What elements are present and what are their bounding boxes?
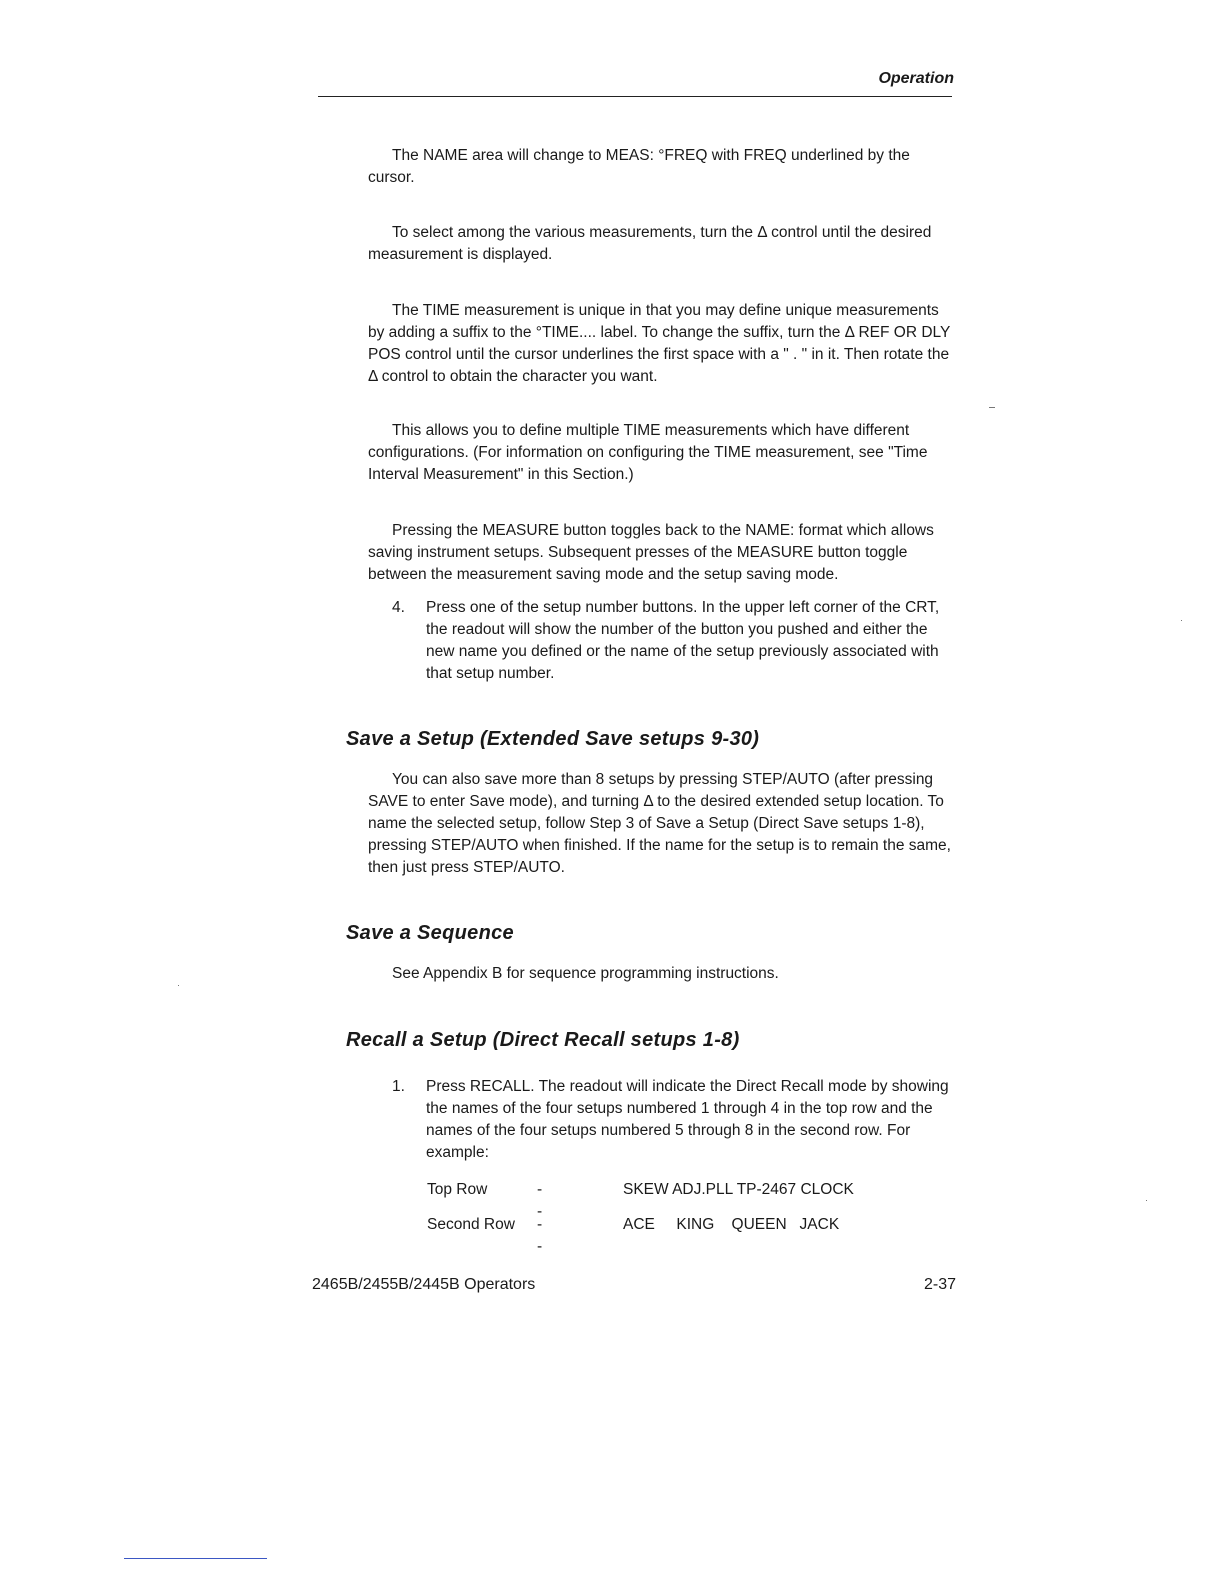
step-4 (392, 597, 952, 685)
paragraph-text: The NAME area will change to MEAS: °FREQ with FREQ underlined by the cursor. (368, 147, 910, 186)
example-dash: -- (537, 1216, 543, 1255)
running-header: Operation (878, 70, 954, 87)
paragraph-text: See Appendix B for sequence programming instructions. (392, 965, 779, 982)
paragraph-text: This allows you to define multiple TIME measurements which have different configurations. (For information on configuring the TIME measurement, see "Time Interval Measurement" in this Section.) (368, 422, 928, 483)
header-rule (318, 96, 952, 97)
example-row-label: Second Row (427, 1216, 515, 1233)
step-number: 4. (392, 599, 405, 616)
bottom-edge-line (124, 1558, 267, 1559)
paragraph-measure-toggle (368, 520, 958, 586)
scan-speck (1146, 1200, 1147, 1201)
footer-page-number: 2-37 (924, 1276, 957, 1293)
example-row-value: SKEW ADJ.PLL TP-2467 CLOCK (623, 1181, 854, 1198)
example-dash: -- (537, 1181, 543, 1220)
paragraph-text: To select among the various measurements, turn the Δ control until the desired measurement is displayed. (368, 224, 932, 263)
paragraph-text: The TIME measurement is unique in that you may define unique measurements by adding a suffix to the °TIME.... label. To change the suffix, turn the Δ REF OR DLY POS control until the cursor underlines the first space with a " . " in it. Then rotate the Δ control to obtain the character you want. (368, 302, 951, 385)
paragraph-select-measurement (368, 222, 958, 266)
footer-manual-title: 2465B/2455B/2445B Operators (312, 1276, 536, 1293)
paragraph-save-sequence (368, 963, 958, 985)
paragraph-multiple-time (368, 420, 958, 486)
paragraph-time-measurement (368, 300, 958, 388)
example-row-value: ACE KING QUEEN JACK (623, 1216, 840, 1233)
paragraph-text: Pressing the MEASURE button toggles back to the NAME: format which allows saving instrument setups. Subsequent presses of the MEASURE button toggle between the measurement saving mode and the setup saving mode. (368, 522, 934, 583)
scan-speck (178, 985, 179, 986)
step-text: Press one of the setup number buttons. In the upper left corner of the CRT, the readout will show the number of the button you pushed and either the new name you defined or the name of the setup previously associated with that setup number. (426, 599, 940, 682)
heading-recall-setup: Recall a Setup (Direct Recall setups 1-8) (346, 1029, 740, 1051)
step-number: 1. (392, 1078, 405, 1095)
scan-speck (1181, 620, 1182, 621)
scan-speck (989, 407, 995, 408)
heading-save-sequence: Save a Sequence (346, 922, 514, 944)
step-1 (392, 1076, 952, 1164)
paragraph-extended-save (368, 769, 958, 879)
heading-extended-save: Save a Setup (Extended Save setups 9-30) (346, 728, 760, 750)
example-row-label: Top Row (427, 1181, 488, 1198)
step-text: Press RECALL. The readout will indicate the Direct Recall mode by showing the names of the four setups numbered 1 through 4 in the top row and the names of the four setups numbered 5 through 8 in the second row. For example: (426, 1078, 949, 1161)
paragraph-name-area (368, 145, 958, 189)
paragraph-text: You can also save more than 8 setups by pressing STEP/AUTO (after pressing SAVE to enter Save mode), and turning Δ to the desired extended setup location. To name the selected setup, follow Step 3 of Save a Setup (Direct Save setups 1-8), pressing STEP/AUTO when finished. If the name for the setup is to remain the same, then just press STEP/AUTO. (368, 771, 951, 876)
